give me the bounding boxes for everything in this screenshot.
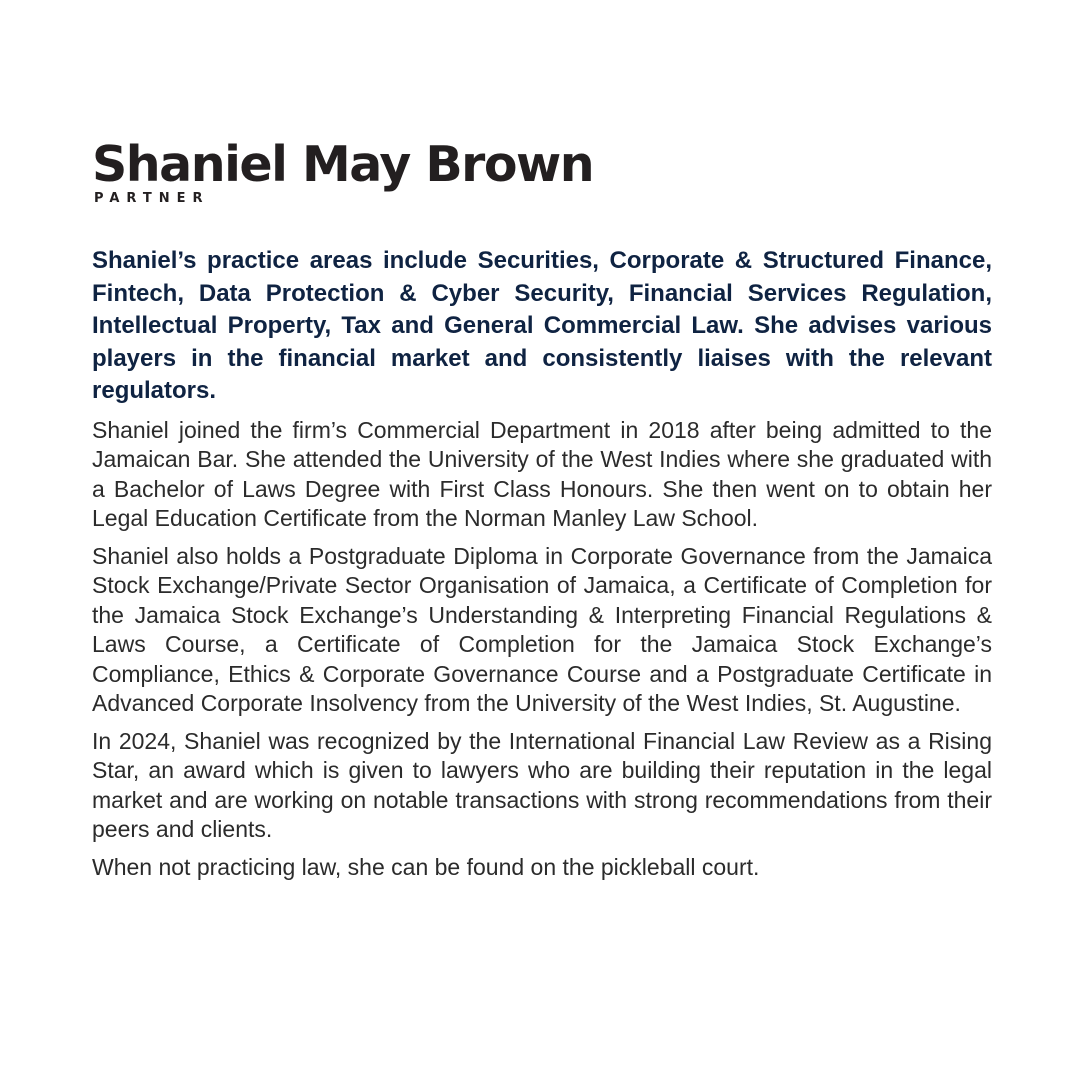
profile-role: PARTNER bbox=[94, 191, 210, 206]
profile-card bbox=[92, 136, 992, 882]
profile-name: Shaniel May Brown bbox=[92, 136, 594, 193]
practice-areas-intro: Shaniel’s practice areas include Securities, Corporate & Structured Finance, Fintech, Data Protection & Cyber Security, Financial Services Regulation, Intellectual Property, Tax and General Commercial Law. She advises various players in the financial market and consistently liaises with the relevant regulators. bbox=[92, 247, 992, 404]
bio-paragraph-education: Shaniel joined the firm’s Commercial Department in 2018 after being admitted to the Jamaican Bar. She attended the University of the West Indies where she graduated with a Bachelor of Laws Degree with First Class Honours. She then went on to obtain her Legal Education Certificate from the Norman Manley Law School. bbox=[92, 416, 992, 531]
bio-paragraph-hobby: When not practicing law, she can be found on the pickleball court. bbox=[92, 853, 760, 880]
bio-paragraph-award: In 2024, Shaniel was recognized by the International Financial Law Review as a Rising Star, an award which is given to lawyers who are building their reputation in the legal market and are working on notable transactions with strong recommendations from their peers and clients. bbox=[92, 727, 992, 842]
bio-paragraph-certifications: Shaniel also holds a Postgraduate Diploma in Corporate Governance from the Jamaica Stock Exchange/Private Sector Organisation of Jamaica, a Certificate of Completion for the Jamaica Stock Exchange’s Understanding & Interpreting Financial Regulations & Laws Course, a Certificate of Completion for the Jamaica Stock Exchange’s Compliance, Ethics & Corporate Governance Course and a Postgraduate Certificate in Advanced Corporate Insolvency from the University of the West Indies, St. Augustine. bbox=[92, 542, 992, 716]
